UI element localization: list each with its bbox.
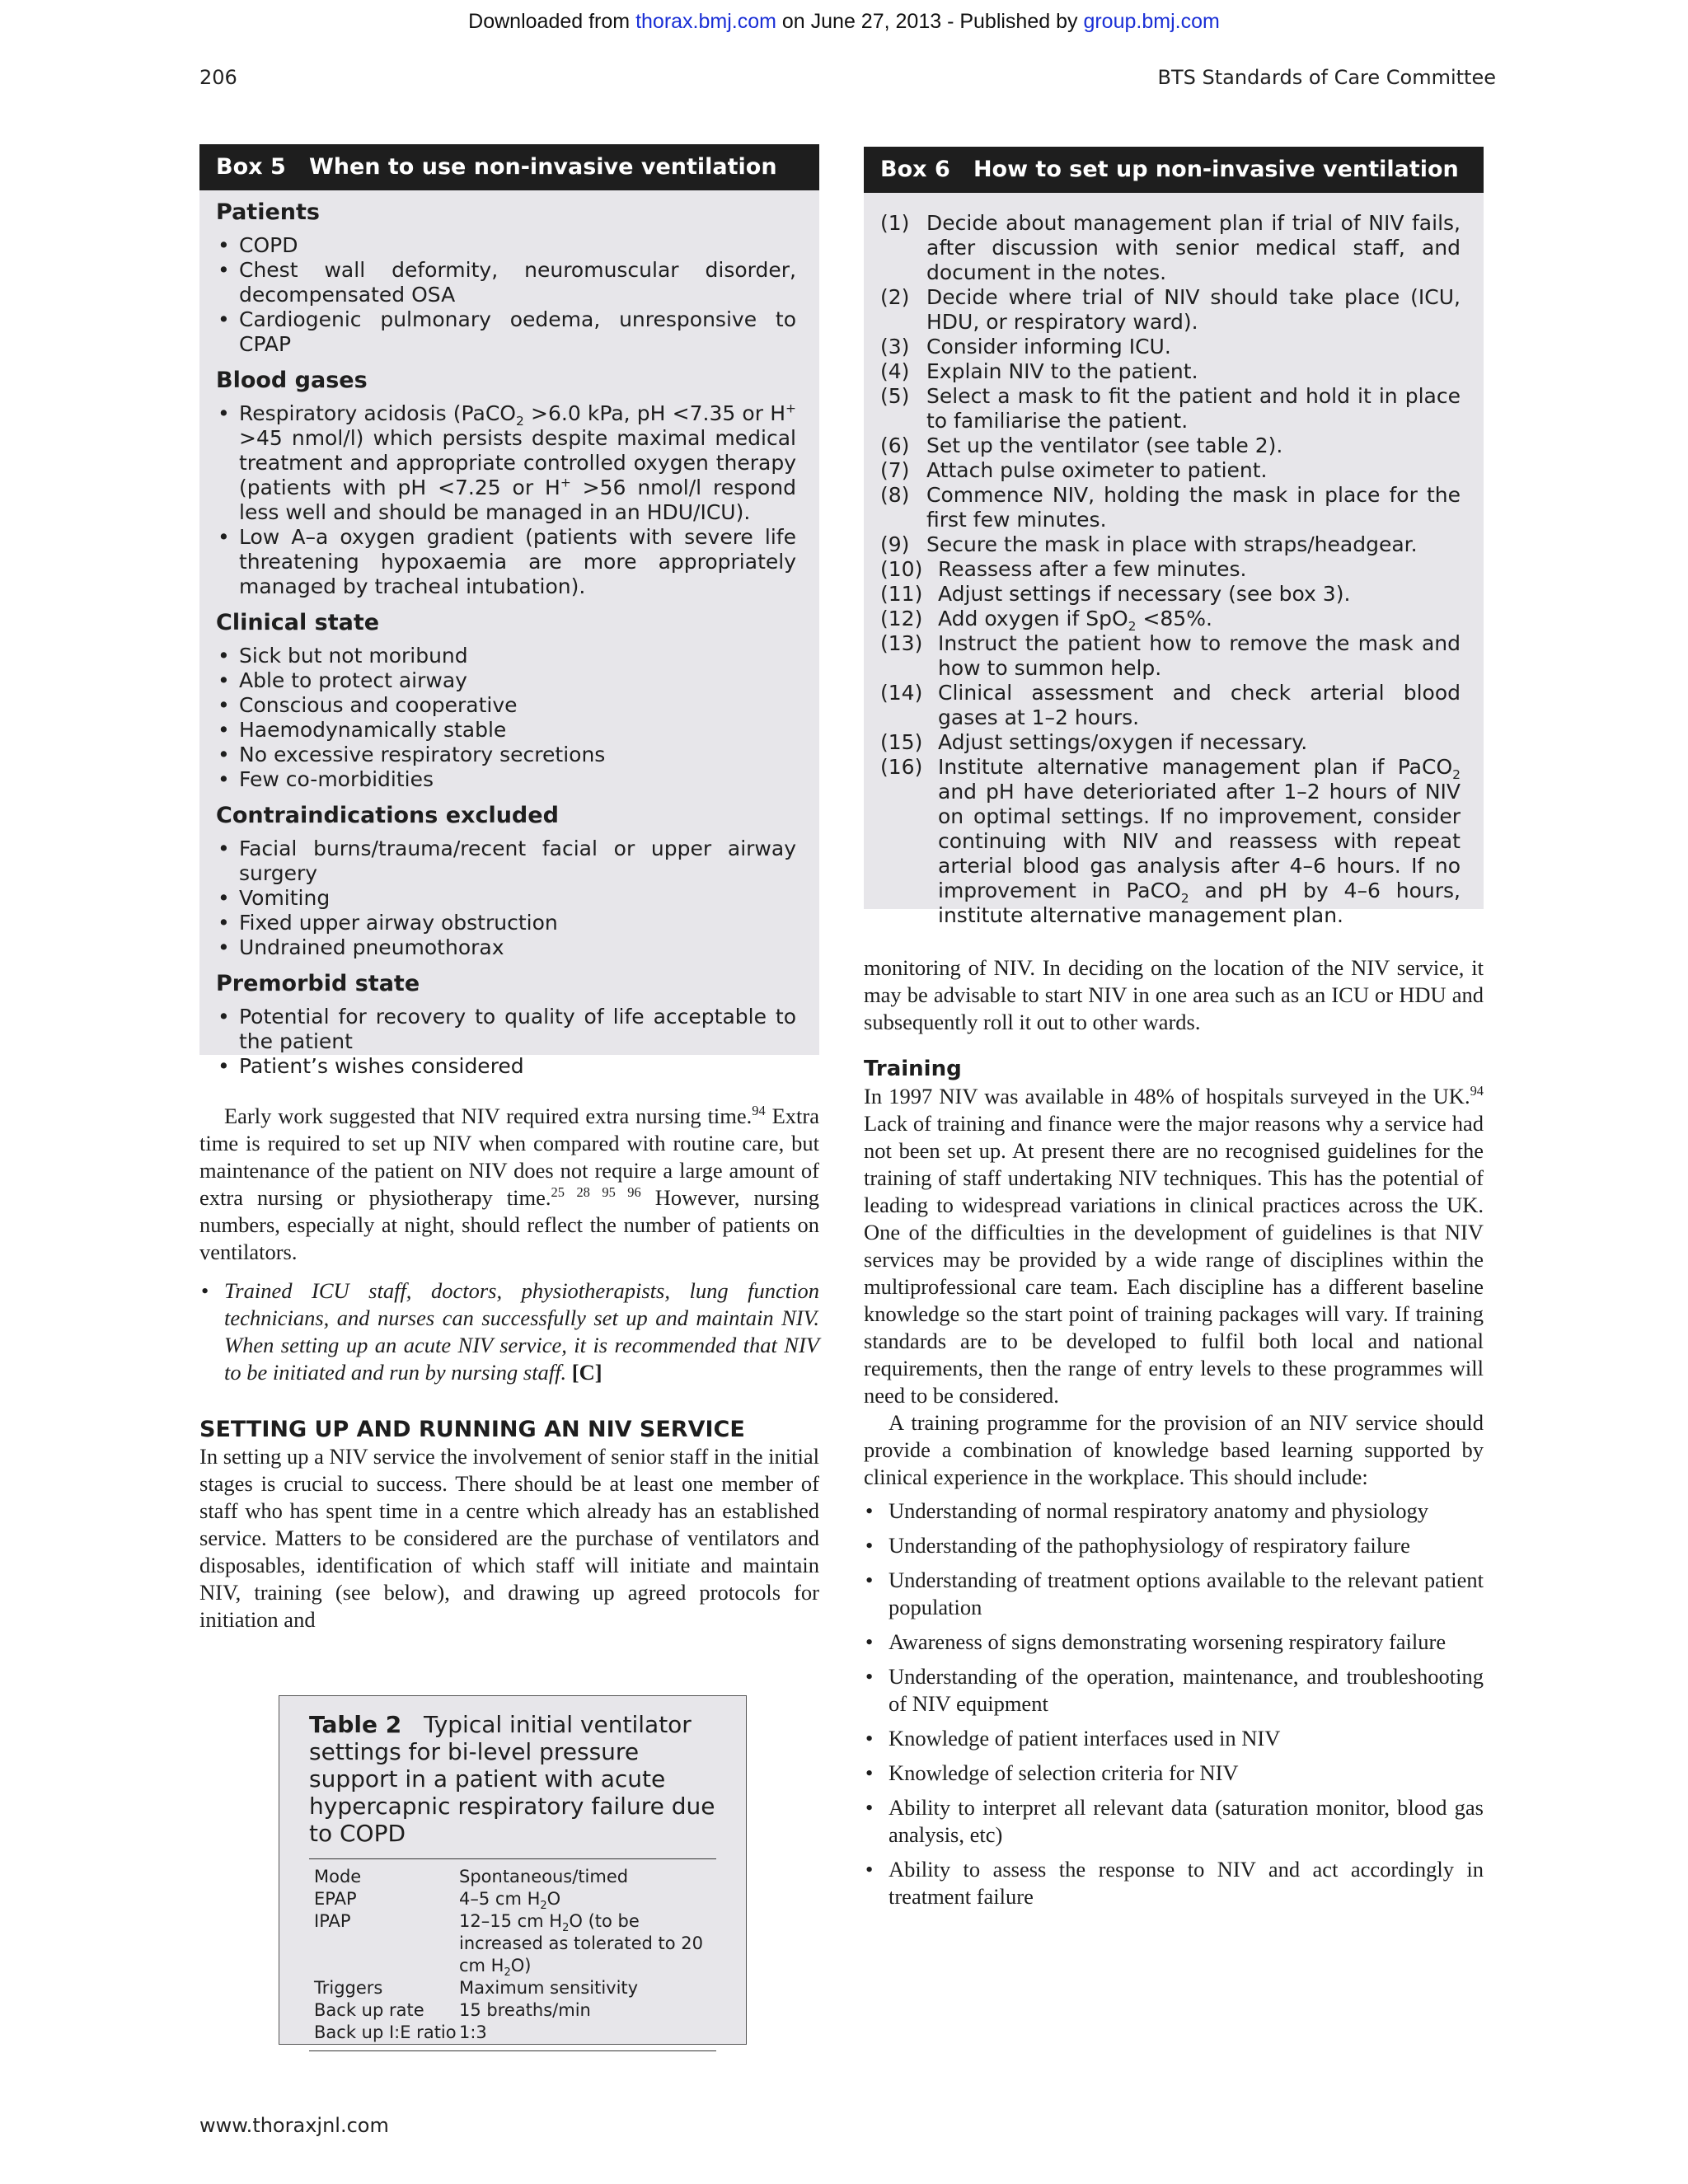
list-item: • Patient’s wishes considered xyxy=(216,1054,796,1079)
list-item: (3) Consider informing ICU. xyxy=(880,335,1171,359)
list-item: • Understanding of the pathophysiology of respiratory failure xyxy=(864,1532,1484,1559)
list-item: • Few co-morbidities xyxy=(216,767,796,792)
list-item: (9) Secure the mask in place with straps/headgear. xyxy=(880,532,1418,556)
list-item: • Conscious and cooperative xyxy=(216,693,796,718)
box-6-label: Box 6 xyxy=(880,157,950,182)
box-5 xyxy=(199,144,819,1078)
list-item: • Fixed upper airway obstruction xyxy=(216,911,796,935)
banner-prefix: Downloaded from xyxy=(468,10,636,33)
list-item: (16) Institute alternative management plan if PaCO$_2$ and pH have deterioriated after 1–2 hours of NIV on optimal settings. If no improvement, consider continuing with NIV and reassess with repeat arterial blood gas analysis after 4–6 hours. If no improvement in PaCO$_2$ and pH by 4–6 hours, institute alternative management plan. xyxy=(880,755,1461,927)
table-row: Mode Spontaneous/timed xyxy=(314,1867,629,1886)
running-title: BTS Standards of Care Committee xyxy=(1157,66,1496,89)
list-item: (15) Adjust settings/oxygen if necessary. xyxy=(880,730,1308,754)
list-item: • Cardiogenic pulmonary oedema, unresponsive to CPAP xyxy=(216,307,796,357)
list-item: • Ability to assess the response to NIV and act accordingly in treatment failure xyxy=(864,1856,1484,1910)
patients-heading: Patients xyxy=(216,199,320,225)
box-5-body xyxy=(199,190,819,1090)
list-item: • No excessive respiratory secretions xyxy=(216,743,796,767)
list-item: • Knowledge of selection criteria for NIV xyxy=(864,1760,1484,1787)
banner-middle: on June 27, 2013 - Published by xyxy=(776,10,1084,33)
list-item: (5) Select a mask to fit the patient and hold it in place to familiarise the patient. xyxy=(880,384,1461,433)
table-row: Back up I:E ratio 1:3 xyxy=(314,2022,487,2042)
list-item: (13) Instruct the patient how to remove the mask and how to summon help. xyxy=(880,631,1461,680)
table-row: EPAP 4–5 cm $H_2O$ xyxy=(314,1889,561,1913)
left-column-text xyxy=(199,1103,819,1633)
section-heading: SETTING UP AND RUNNING AN NIV SERVICE xyxy=(199,1417,745,1442)
list-item: (1) Decide about management plan if trial of NIV fails, after discussion with senior medical staff, and document in the notes. xyxy=(880,211,1461,284)
list-item: • Ability to interpret all relevant data (saturation monitor, blood gas analysis, etc) xyxy=(864,1794,1484,1849)
box-6-title: How to set up non-invasive ventilation xyxy=(973,157,1459,182)
premorbid-list xyxy=(216,1005,796,1079)
paragraph: In 1997 NIV was available in 48% of hospitals surveyed in the UK.$^{94}$ Lack of training and finance were the major reasons why a service had not been set up. At present there are no recognised guidelines for the training of staff undertaking NIV techniques. This has the potential of leading to widespread variations in clinical practices across the UK. One of the difficulties in the development of guidelines is that NIV services may be provided by a wide range of disciplines within the multiprofessional care team. Each discipline has a different baseline knowledge so the start point of training packages will vary. If training standards are to be developed to fulfil both local and national requirements, then the range of entry levels to these programmes will need to be considered. xyxy=(864,1083,1484,1408)
blood-gases-list xyxy=(216,401,796,599)
list-item: • Understanding of normal respiratory anatomy and physiology xyxy=(864,1497,1484,1525)
list-item: • Low A–a oxygen gradient (patients with severe life threatening hypoxaemia are more appropriately managed by tracheal intubation). xyxy=(216,525,796,599)
list-item: • Able to protect airway xyxy=(216,668,796,693)
evidence-grade: C xyxy=(579,1360,595,1385)
list-item: • Potential for recovery to quality of life acceptable to the patient xyxy=(216,1005,796,1054)
list-item: • Understanding of treatment options available to the relevant patient population xyxy=(864,1567,1484,1621)
list-item: • Respiratory acidosis (PaCO$_2$ >6.0 kPa, pH <7.35 or H+ >45 nmol/l) which persists despite maximal medical treatment and appropriate controlled oxygen therapy (patients with pH <7.25 or H+ >56 nmol/l respond less well and should be managed in an HDU/ICU). xyxy=(216,401,796,525)
list-item: (14) Clinical assessment and check arterial blood gases at 1–2 hours. xyxy=(880,681,1461,729)
box-6 xyxy=(864,147,1484,927)
premorbid-heading: Premorbid state xyxy=(216,971,420,996)
list-item: • Awareness of signs demonstrating worsening respiratory failure xyxy=(864,1629,1484,1656)
page-number: 206 xyxy=(199,66,237,89)
training-heading: Training xyxy=(864,1057,962,1081)
contraindications-heading: Contraindications excluded xyxy=(216,803,559,828)
list-item: • COPD xyxy=(216,233,796,258)
table-2-caption: Table 2 Typical initial ventilator settings for bi-level pressure support in a patient with acute hypercapnic respiratory failure due to COPD xyxy=(309,1711,715,1847)
blood-gases-heading: Blood gases xyxy=(216,368,368,393)
list-item: (7) Attach pulse oximeter to patient. xyxy=(880,458,1268,482)
paragraph: In setting up a NIV service the involvement of senior staff in the initial stages is crucial to success. There should be at least one member of staff who has spent time in a centre which already has an established service. Matters to be considered are the purchase of ventilators and disposables, identification of which staff will initiate and maintain NIV, training (see below), and drawing up agreed protocols for initiation and xyxy=(199,1444,819,1632)
thorax-link[interactable]: thorax.bmj.com xyxy=(635,10,776,33)
group-bmj-link[interactable]: group.bmj.com xyxy=(1083,10,1220,33)
list-item: (2) Decide where trial of NIV should take place (ICU, HDU, or respiratory ward). xyxy=(880,285,1461,334)
list-item: • Haemodynamically stable xyxy=(216,718,796,743)
paragraph: monitoring of NIV. In deciding on the location of the NIV service, it may be advisable to start NIV in one area such as an ICU or HDU and subsequently roll it out to other wards. xyxy=(864,955,1484,1034)
list-item: (6) Set up the ventilator (see table 2). xyxy=(880,434,1283,457)
list-item: • Undrained pneumothorax xyxy=(216,935,796,960)
list-item: (8) Commence NIV, holding the mask in place for the first few minutes. xyxy=(880,483,1461,532)
box-5-label: Box 5 xyxy=(216,154,286,180)
list-item: • Knowledge of patient interfaces used in NIV xyxy=(864,1725,1484,1752)
list-item: (12) Add oxygen if SpO$_2$ <85%. xyxy=(880,607,1212,634)
list-item: (4) Explain NIV to the patient. xyxy=(880,359,1198,383)
training-list xyxy=(864,1497,1484,1910)
recommendation: • Trained ICU staff, doctors, physiotherapists, lung function technicians, and nurses can successfully set up and maintain NIV. When setting up an acute NIV service, it is recommended that NIV to be initiated and run by nursing staff. [C] xyxy=(199,1277,819,1386)
journal-url[interactable]: www.thoraxjnl.com xyxy=(199,2114,389,2137)
clinical-state-heading: Clinical state xyxy=(216,610,380,635)
table-row: Back up rate 15 breaths/min xyxy=(314,2000,591,2020)
list-item: (10) Reassess after a few minutes. xyxy=(880,557,1247,581)
table-2 xyxy=(279,1695,747,2045)
download-banner xyxy=(0,10,1688,34)
box-6-body xyxy=(864,193,1484,940)
clinical-state-list xyxy=(216,644,796,792)
paragraph: A training programme for the provision of an NIV service should provide a combination of knowledge based learning supported by clinical experience in the workplace. This should include: xyxy=(864,1410,1484,1489)
list-item: (11) Adjust settings if necessary (see box 3). xyxy=(880,582,1351,606)
paragraph: Early work suggested that NIV required extra nursing time.$^{94}$ Extra time is required to set up NIV when compared with routine care, but maintenance of the patient on NIV does not require a large amount of extra nursing or physiotherapy time.$^{25 28 95 96}$ However, nursing numbers, especially at night, should reflect the number of patients on ventilators. xyxy=(199,1103,819,1264)
table-row: Triggers Maximum sensitivity xyxy=(314,1978,639,1998)
box-6-header xyxy=(864,147,1484,193)
contraindications-list xyxy=(216,837,796,960)
patients-list xyxy=(216,233,796,357)
box-5-title: When to use non-invasive ventilation xyxy=(308,154,777,180)
list-item: • Vomiting xyxy=(216,886,796,911)
table-row: IPAP 12–15 cm $H_2O$ (to be increased as tolerated to 20 cm $H_2O$) xyxy=(314,1911,703,1980)
list-item: • Chest wall deformity, neuromuscular disorder, decompensated OSA xyxy=(216,258,796,307)
list-item: • Facial burns/trauma/recent facial or upper airway surgery xyxy=(216,837,796,886)
right-column-text xyxy=(864,954,1484,1918)
table-2-body xyxy=(309,1858,716,2051)
list-item: • Understanding of the operation, maintenance, and troubleshooting of NIV equipment xyxy=(864,1663,1484,1718)
box-5-header xyxy=(199,144,819,190)
setup-steps-list xyxy=(880,211,1461,928)
list-item: • Sick but not moribund xyxy=(216,644,796,668)
